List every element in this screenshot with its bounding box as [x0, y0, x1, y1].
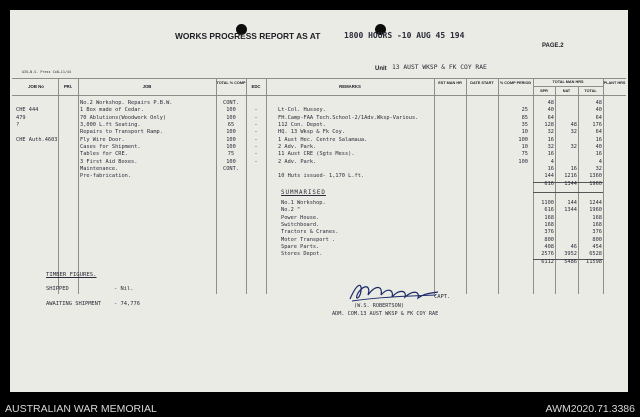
total-cell: 16 [595, 151, 602, 158]
total-cell: 48 [595, 100, 602, 106]
job-cell: Pre-fabrication. [80, 173, 132, 180]
summary-spr [533, 200, 554, 266]
summary-total-cell: 6528 [589, 251, 602, 258]
summary-spr-cell: 616 [544, 207, 554, 214]
total-cell: 4 [598, 158, 602, 165]
total-cell: 64 [595, 114, 602, 121]
summary-spr-cell: 2576 [541, 251, 554, 258]
remarks-cell: Lt-Col. Hussey. [278, 107, 326, 114]
edc-cell [246, 166, 266, 173]
summary-item: No.1 Workshop. [281, 200, 326, 206]
summary-spr-cell: 800 [544, 236, 554, 243]
summary-nat-cell: 46 [570, 244, 577, 251]
job-cell: 70 Ablutions(Woodwork Only) [80, 114, 167, 121]
column-rule [466, 78, 467, 294]
summary-nat-cell [555, 215, 577, 222]
summary-item: No.2 " [281, 207, 301, 214]
nat-cell [555, 188, 577, 195]
header-total-man-hrs: TOTAL MAN HRS [552, 80, 584, 84]
edc-cell: - [254, 158, 258, 165]
spr-cell: 16 [547, 136, 554, 143]
summary-nat [555, 200, 577, 266]
column-rule [603, 78, 604, 294]
remarks-column [278, 100, 418, 203]
header-comp-period: % COMP PERIOD [499, 81, 532, 85]
header-job: JOB [142, 84, 152, 89]
comp-period-cell: 25 [521, 107, 528, 114]
job-column [80, 100, 172, 203]
job-cell [80, 188, 172, 195]
comp-period-cell: 85 [521, 114, 528, 121]
total-comp-cell: CONT. [223, 166, 239, 173]
summary-item: Power House. [281, 214, 320, 221]
spr-cell: 616 [544, 180, 554, 187]
remarks-cell [278, 181, 418, 188]
nat-cell: 16 [570, 166, 577, 173]
spr-cell: 144 [544, 173, 554, 180]
job-no-cell [16, 159, 57, 166]
handwritten-signature [346, 278, 442, 306]
form-reference: A35—N.G. Press Co8—11/44 [22, 70, 71, 74]
edc-cell [246, 100, 266, 107]
unit-value: 13 AUST WKSP & FK COY RAE [392, 64, 487, 71]
column-rule [78, 78, 79, 294]
total-cell: 176 [592, 122, 602, 129]
comp-period-cell: 35 [521, 122, 528, 129]
remarks-cell: 2 Adv. Park. [278, 144, 317, 151]
signature-rank: CAPT. [434, 294, 451, 300]
comp-period-cell [498, 166, 528, 173]
job-no-cell [16, 151, 57, 158]
job-no-cell [16, 166, 57, 173]
total-comp-cell: 100 [226, 136, 236, 143]
page-number: PAGE.2 [542, 43, 564, 49]
summary-total-cell: 454 [592, 244, 602, 251]
summary-nat-cell [555, 237, 577, 244]
remarks-cell: 2 Adv. Park. [278, 158, 317, 165]
summary-items [281, 200, 338, 259]
spr-cell: 48 [547, 100, 554, 106]
summary-spr-cell: 168 [544, 222, 554, 229]
total-cell: 16 [595, 136, 602, 143]
job-cell: No.2 Workshop. Repairs P.B.W. [80, 100, 173, 106]
nat-cell: 48 [570, 122, 577, 129]
job-no-cell [16, 144, 57, 151]
summary-nat-cell: 3952 [564, 251, 577, 258]
remarks-cell: HQ. 13 Wksp & Fk Coy. [278, 129, 345, 136]
header-est-man-hr: EST MAN HR [438, 81, 462, 85]
summary-total [578, 200, 602, 266]
spr-cell: 16 [547, 151, 554, 158]
comp-period-cell: 10 [521, 144, 528, 151]
comp-period-cell: 10 [521, 129, 528, 136]
remarks-cell: 112 Con. Depot. [278, 122, 326, 129]
nat-cell: 32 [570, 129, 577, 136]
spr-column [533, 100, 554, 203]
edc-cell [246, 181, 266, 188]
archive-footer [0, 400, 640, 417]
total-cell: 40 [595, 144, 602, 151]
summary-spr-cell: 6112 [541, 258, 554, 265]
summary-heading: SUMMARISED [281, 190, 326, 196]
remarks-cell [278, 166, 418, 173]
header-date-start: DATE START [470, 81, 494, 85]
spr-cell: 40 [547, 107, 554, 114]
nat-column [555, 100, 577, 203]
awaiting-value: - 74,776 [114, 301, 140, 307]
edc-cell: - [254, 136, 258, 143]
summary-item: Switchboard. [281, 222, 320, 229]
total-comp-column [216, 100, 246, 203]
edc-cell [246, 188, 266, 195]
remarks-cell: 1 Aust Hec. Centre Salamaua. [278, 136, 368, 143]
comp-period-cell: 75 [521, 151, 528, 158]
summary-total-cell: 1960 [589, 207, 602, 214]
total-comp-cell: 100 [226, 129, 236, 136]
comp-period-cell: 100 [518, 158, 528, 165]
edc-cell: - [254, 151, 258, 158]
nat-cell [555, 151, 577, 158]
total-comp-cell: CONT. [223, 100, 239, 106]
unit-label: Unit [375, 66, 387, 72]
signature-name: (W.S. ROBERTSON) [354, 303, 404, 309]
spr-cell: 128 [544, 122, 554, 129]
edc-cell: - [254, 107, 258, 114]
total-comp-cell: 100 [226, 114, 236, 121]
archive-reference: AWM2020.71.3386 [545, 403, 635, 415]
summary-nat-cell [555, 229, 577, 236]
job-no-cell [16, 100, 57, 107]
total-cell: 1360 [589, 173, 602, 180]
total-comp-cell: 65 [227, 122, 235, 129]
archive-name: AUSTRALIAN WAR MEMORIAL [5, 403, 157, 415]
spr-cell: 4 [550, 158, 554, 165]
total-comp-cell: 100 [226, 144, 236, 151]
job-no-cell: 479 [16, 114, 26, 121]
column-rule [434, 78, 435, 294]
total-comp-cell [216, 181, 246, 188]
job-no-cell [16, 195, 57, 202]
report-sheet [10, 10, 628, 392]
signature-title: ADM. COM.13 AUST WKSP & FK COY RAE [332, 311, 439, 317]
summary-total-cell: 1244 [589, 200, 602, 206]
edc-cell: - [254, 129, 258, 136]
summary-spr-cell: 376 [544, 229, 554, 236]
nat-cell: 32 [570, 144, 577, 151]
spr-cell: 64 [547, 114, 554, 121]
job-cell: 1 Box made of Cedar. [80, 107, 144, 114]
shipped-value: - Nil. [114, 286, 134, 292]
total-comp-cell [216, 195, 246, 202]
summary-item: Stores Depot. [281, 251, 323, 258]
edc-cell [246, 195, 266, 202]
summary-total-cell: 800 [592, 236, 602, 243]
spr-cell [533, 188, 554, 195]
total-column [578, 100, 602, 203]
job-no-column [16, 100, 57, 203]
summary-item: Spare Parts. [281, 244, 320, 251]
nat-cell [555, 100, 577, 107]
comp-period-cell [498, 188, 528, 195]
nat-cell: 1344 [564, 180, 577, 187]
job-cell: 3,000 L.ft Seating. [80, 122, 141, 129]
comp-period-cell [498, 100, 528, 107]
total-comp-cell: 75 [227, 151, 235, 158]
header-job-no: JOB No [28, 84, 44, 89]
spr-cell: 16 [547, 166, 554, 173]
nat-cell [555, 115, 577, 122]
total-cell: 64 [595, 129, 602, 136]
header-plant-hrs: PLANT HRS [603, 81, 626, 85]
report-title: WORKS PROGRESS REPORT AS AT [175, 31, 321, 41]
total-comp-cell: 100 [226, 107, 236, 114]
total-cell: 32 [595, 166, 602, 173]
nat-cell: 1216 [564, 173, 577, 180]
header-spr: SPR [540, 89, 548, 93]
summary-spr-cell: 1100 [541, 200, 554, 206]
header-pri: PRI. [63, 84, 73, 89]
column-rule [266, 78, 267, 294]
job-cell: Maintenance. [80, 166, 119, 173]
total-cell: 40 [595, 107, 602, 114]
job-cell: Repairs to Transport Ramp. [80, 129, 163, 136]
job-no-cell [16, 188, 57, 195]
summary-spr-cell: 408 [544, 244, 554, 251]
nat-cell [555, 107, 577, 114]
summary-item: Motor Transport . [281, 236, 336, 243]
header-nat: NAT [562, 89, 571, 93]
comp-period-column [498, 100, 528, 203]
job-no-cell [16, 173, 57, 180]
job-cell: Fly Wire Door. [80, 136, 125, 143]
edc-cell: - [254, 122, 258, 129]
job-cell: Tables for CRE. [80, 151, 128, 158]
header-total-comp: TOTAL % COMP [216, 81, 246, 85]
job-no-cell: CHE Auth.4603 [16, 136, 58, 143]
header-edc: EDC [251, 84, 261, 89]
shipped-label: SHIPPED [46, 286, 69, 292]
edc-column [246, 100, 266, 203]
total-comp-cell: 100 [226, 158, 236, 165]
job-no-cell: CHE 444 [16, 107, 39, 114]
man-hours-rule [533, 86, 603, 87]
job-cell [80, 181, 172, 188]
job-no-cell: ? [16, 122, 20, 129]
comp-period-cell: 100 [518, 136, 528, 143]
summary-spr-cell: 168 [544, 214, 554, 221]
spr-cell: 32 [547, 129, 554, 136]
column-rule [58, 78, 59, 294]
total-comp-cell [216, 188, 246, 195]
summary-total-cell: 376 [592, 229, 602, 236]
job-cell: 3 First Aid Boxes. [80, 158, 138, 165]
summary-nat-cell: 144 [567, 200, 577, 206]
job-no-cell [16, 181, 57, 188]
comp-period-cell [498, 195, 528, 202]
summary-total-cell: 168 [592, 214, 602, 221]
nat-cell [555, 137, 577, 144]
remarks-cell: FH.Camp-FAA Tech.School-2/1Adv.Wksp-Various. [278, 114, 419, 121]
header-remarks: REMARKS [339, 84, 361, 89]
summary-total-cell: 168 [592, 222, 602, 229]
comp-period-cell [498, 173, 528, 180]
summary-nat-cell: 5486 [564, 258, 577, 265]
edc-cell: - [254, 144, 258, 151]
spr-cell: 32 [547, 144, 554, 151]
job-cell [80, 195, 172, 202]
remarks-cell [278, 100, 418, 107]
job-no-cell [16, 129, 57, 136]
remarks-cell: 10 Huts issued- 1,170 L.ft. [278, 173, 365, 180]
summary-nat-cell [555, 222, 577, 229]
total-comp-cell [216, 173, 246, 180]
summary-item: Tractors & Cranes. [281, 229, 339, 236]
total-cell [578, 188, 602, 195]
remarks-cell: 11 Aust CRE (Sgts Mess). [278, 151, 355, 158]
summary-nat-cell: 1344 [564, 207, 577, 214]
header-total: TOTAL [584, 89, 597, 93]
job-cell: Cases for Shipment. [80, 144, 141, 151]
report-time-date: 1800 HOURS -10 AUG 45 194 [344, 31, 465, 40]
nat-cell [555, 159, 577, 166]
edc-cell [246, 173, 266, 180]
summary-total-cell: 11598 [586, 258, 602, 265]
awaiting-label: AWAITING SHIPMENT [46, 301, 102, 307]
comp-period-cell [498, 181, 528, 188]
total-cell: 1960 [589, 180, 602, 187]
edc-cell: - [254, 114, 258, 121]
timber-heading: TIMBER FIGURES. [46, 272, 97, 278]
